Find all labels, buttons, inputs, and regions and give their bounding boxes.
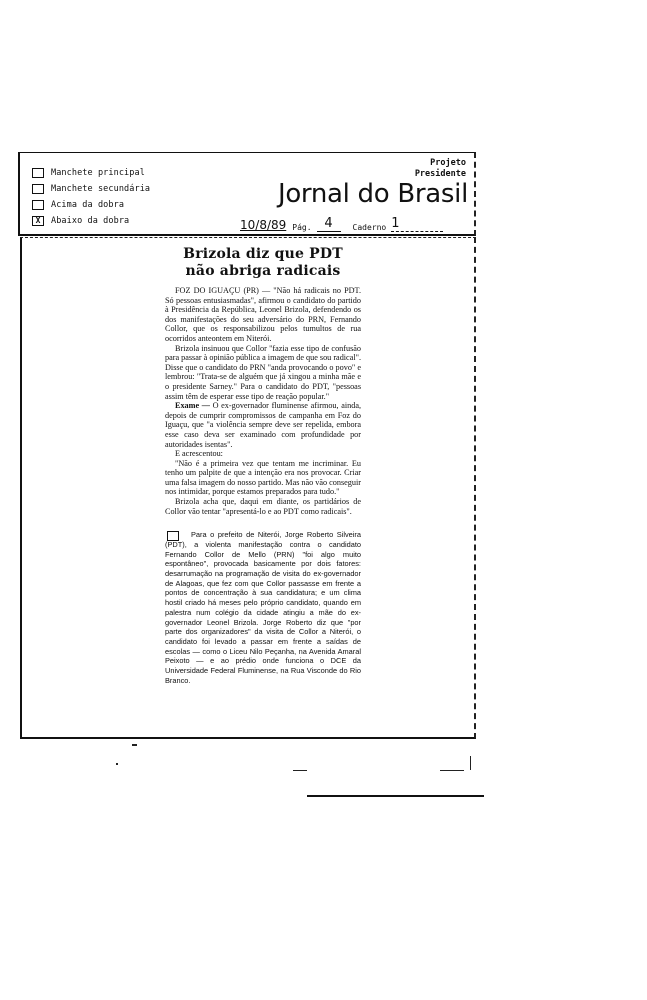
- checklist-label: Acima da dobra: [51, 200, 125, 210]
- paragraph-text: O ex-governador fluminense afirmou, ainda, depois de cumprir compromissos de campanha em Foz do Iguaçu, que "a violência sempre deve ser repelida, embora esse caso deva ser examinado com profundidade por autoridades isentas".: [165, 401, 361, 449]
- scan-rule: [307, 795, 484, 797]
- checkbox-icon[interactable]: [32, 184, 44, 194]
- scan-speck: [293, 770, 307, 771]
- news-article: [165, 246, 361, 686]
- article-paragraph: Brizola acha que, daqui em diante, os partidários de Collor vão tentar "apresentá-lo e ao PDT como radicais".: [165, 497, 361, 516]
- checklist-label: Manchete secundária: [51, 184, 151, 194]
- clipping-date: 10/8/89: [240, 218, 287, 232]
- paragraph-text: "Não há radicais no PDT. Só pessoas entusiasmadas", afirmou o candidato do partido à Presidência da República, Leonel Brizola, defendendo os dos manifestações do seu adversário do PRN, Fernando Collor, que os responsabilizou pelos tumultos de rua ocorridos anteontem em Niterói.: [165, 286, 361, 343]
- checked-checkbox-icon[interactable]: X: [32, 216, 44, 226]
- sidebar-note: [165, 530, 361, 685]
- section-number: 1: [391, 216, 443, 232]
- checklist-label: Abaixo da dobra: [51, 216, 130, 226]
- project-label: [415, 158, 466, 180]
- page-number: 4: [317, 216, 341, 232]
- article-paragraph: "Não é a primeira vez que tentam me incriminar. Eu tenho um palpite de que a intenção era nos provocar. Criar uma falsa imagem do nosso partido. Mas não vão conseguir nos intimidar, porque estamos preparados para tudo.": [165, 458, 362, 497]
- scan-speck: [440, 770, 464, 771]
- clipping-metadata: [240, 216, 443, 232]
- checklist-item-abaixo-da-dobra[interactable]: [32, 213, 150, 229]
- article-paragraph: [165, 286, 361, 344]
- clipping-header: [18, 152, 476, 236]
- placement-checklist: [32, 165, 150, 229]
- clipping-body: [20, 237, 476, 739]
- article-paragraph: E acrescentou:: [175, 449, 223, 459]
- article-headline: [165, 246, 361, 280]
- scan-speck: [116, 763, 118, 765]
- project-line-2: Presidente: [414, 169, 466, 179]
- note-box-icon: [167, 531, 179, 541]
- project-line-1: Projeto: [430, 158, 466, 168]
- article-paragraph: Brizola insinuou que Collor "fazia esse tipo de confusão para passar à opinião pública a imagem de que sou radical". Disse que o candidato do PRN "anda provocando o povo" e lembrou: "Trata-se de alguém que já xingou a minha mãe e o presidente Sarney." Para o candidato do PDT, "pessoas assim têm de esperar esse tipo de reação popular.": [165, 343, 361, 401]
- newspaper-masthead: Jornal do Brasil: [277, 179, 468, 209]
- scan-speck: [132, 744, 137, 746]
- headline-line-2: não abriga radicais: [185, 263, 341, 279]
- scan-speck: [470, 756, 471, 770]
- section-kicker: Exame —: [175, 401, 210, 411]
- note-text: Para o prefeito de Niterói, Jorge Roberto Silveira (PDT), a violenta manifestação contra o candidato Fernando Collor de Mello (PRN) "foi algo muito espontâneo", provocada basicamente por dois fatores: desarrumação na programação de visita do ex-governador de Alagoas, que fez com que Collor passasse em frente a pontos de concentração à sua candidatura; e um clima hostil criado há meses pelo próprio candidato, quando em palestra num colégio da cidade atingiu a mãe do ex-governador Leonel Brizola. Jorge Roberto diz que "por parte dos organizadores" da visita de Collor a Niterói, o candidato foi levado a passar em frente a saídas de escolas — como o Liceu Nilo Peçanha, na Avenida Amaral Peixoto — e ao prédio onde funciona o DCE da Universidade Federal Fluminense, na Rua Visconde do Rio Branco.: [165, 530, 361, 685]
- headline-line-1: Brizola diz que PDT: [183, 246, 343, 262]
- article-dateline: FOZ DO IGUAÇU (PR) —: [175, 286, 271, 295]
- checklist-item-manchete-principal[interactable]: [32, 165, 150, 181]
- checklist-item-acima-da-dobra[interactable]: [32, 197, 150, 213]
- checklist-label: Manchete principal: [51, 168, 145, 178]
- article-paragraph: [165, 401, 361, 449]
- checklist-item-manchete-secundaria[interactable]: [32, 181, 150, 197]
- checkbox-icon[interactable]: [32, 200, 44, 210]
- page-label: Pág.: [292, 223, 312, 232]
- checkbox-icon[interactable]: [32, 168, 44, 178]
- section-label: Caderno: [352, 223, 387, 232]
